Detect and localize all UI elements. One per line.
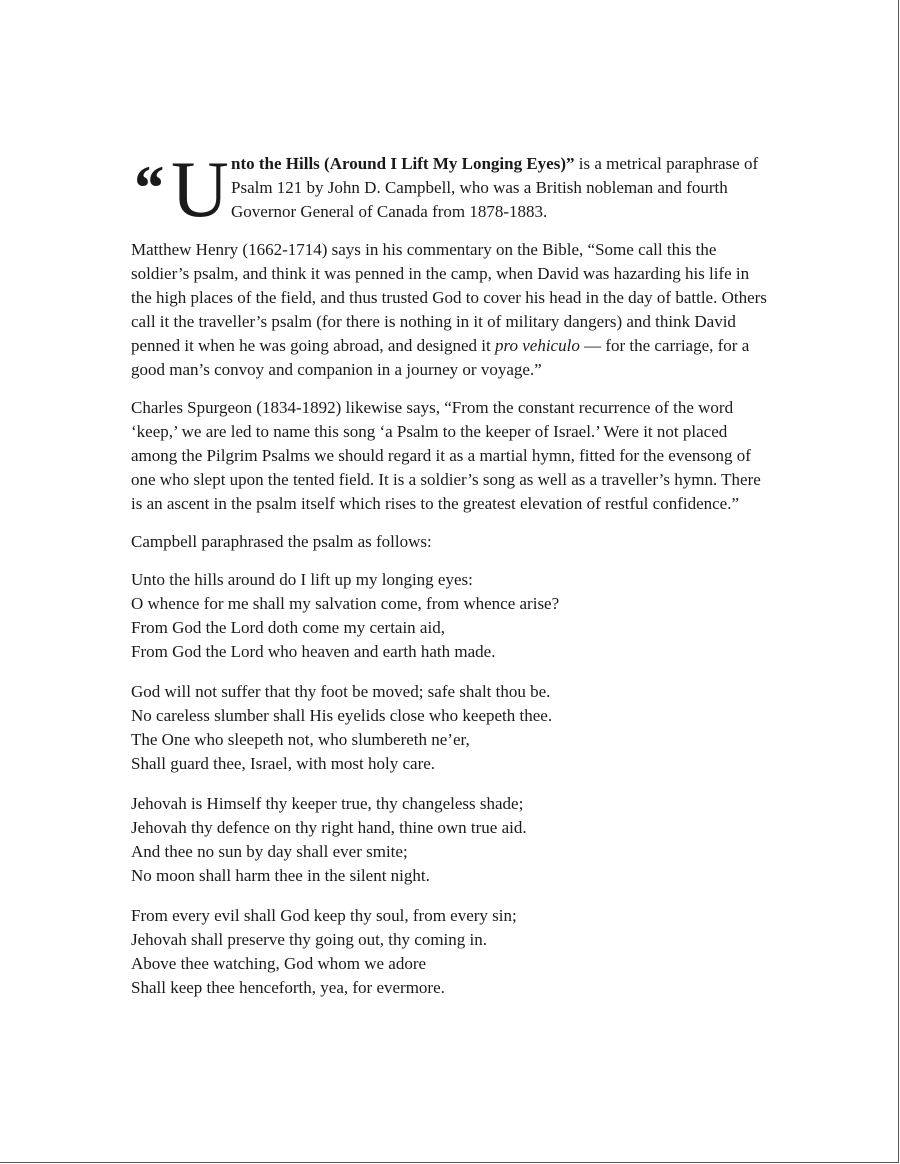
henry-paragraph — [131, 238, 771, 382]
stanza-line: God will not suffer that thy foot be moved; safe shalt thou be. — [131, 682, 551, 701]
stanza-line: No careless slumber shall His eyelids close who keepeth thee. — [131, 706, 553, 725]
stanza-1 — [131, 568, 771, 664]
stanza-line: From God the Lord doth come my certain aid, — [131, 618, 445, 637]
henry-text-2: — for the carriage, for a good man’s convoy and companion in a journey or voyage.” — [131, 336, 750, 379]
stanza-line: And thee no sun by day shall ever smite; — [131, 842, 408, 861]
stanza-line: Above thee watching, God whom we adore — [131, 954, 427, 973]
stanza-line: Shall keep thee henceforth, yea, for evermore. — [131, 978, 445, 997]
stanza-3 — [131, 792, 771, 888]
stanza-line: Jehovah shall preserve thy going out, thy coming in. — [131, 930, 487, 949]
stanza-line: From every evil shall God keep thy soul, from every sin; — [131, 906, 517, 925]
stanza-line: From God the Lord who heaven and earth hath made. — [131, 642, 496, 661]
henry-text-1: Matthew Henry (1662-1714) says in his commentary on the Bible, “Some call this the soldier’s psalm, and think it was penned in the camp, when David was hazarding his life in the high places of the field, and thus trusted God to cover his head in the day of battle. Others call it the traveller’s psalm (for there is nothing in it of military dangers) and think David penned it when he was going abroad, and designed it — [131, 240, 767, 355]
stanza-line: Jehovah is Himself thy keeper true, thy changeless shade; — [131, 794, 524, 813]
stanza-line: Shall guard thee, Israel, with most holy care. — [131, 754, 436, 773]
stanza-line: Unto the hills around do I lift up my longing eyes: — [131, 570, 473, 589]
dropcap-letter: U — [171, 146, 229, 234]
document-body — [131, 146, 771, 1016]
stanza-line: Jehovah thy defence on thy right hand, thine own true aid. — [131, 818, 527, 837]
stanza-line: The One who sleepeth not, who slumbereth ne’er, — [131, 730, 470, 749]
lead-in-paragraph: Campbell paraphrased the psalm as follows: — [131, 532, 432, 551]
henry-italic-phrase: pro vehiculo — [495, 336, 580, 355]
stanza-2 — [131, 680, 771, 776]
intro-description: is a metrical paraphrase of Psalm 121 by John D. Campbell, who was a British nobleman and fourth Governor General of Canada from 1878-1883. — [231, 154, 759, 221]
stanza-line: No moon shall harm thee in the silent night. — [131, 866, 430, 885]
hymn-title: nto the Hills (Around I Lift My Longing Eyes)” — [231, 154, 575, 173]
intro-text — [231, 152, 791, 224]
dropcap-quote-mark: “ — [131, 152, 163, 223]
stanza-line: O whence for me shall my salvation come, from whence arise? — [131, 594, 560, 613]
intro-paragraph — [131, 146, 771, 234]
stanza-4 — [131, 904, 771, 1000]
spurgeon-paragraph: Charles Spurgeon (1834-1892) likewise says, “From the constant recurrence of the word ‘keep,’ we are led to name this song ‘a Psalm to the keeper of Israel.’ Were it not placed among the Pilgrim Psalms we should regard it as a martial hymn, fitted for the evensong of one who slept upon the tented field. It is a soldier’s song as well as a traveller’s hymn. There is an ascent in the psalm itself which rises to the greatest elevation of restful confidence.” — [131, 398, 761, 513]
